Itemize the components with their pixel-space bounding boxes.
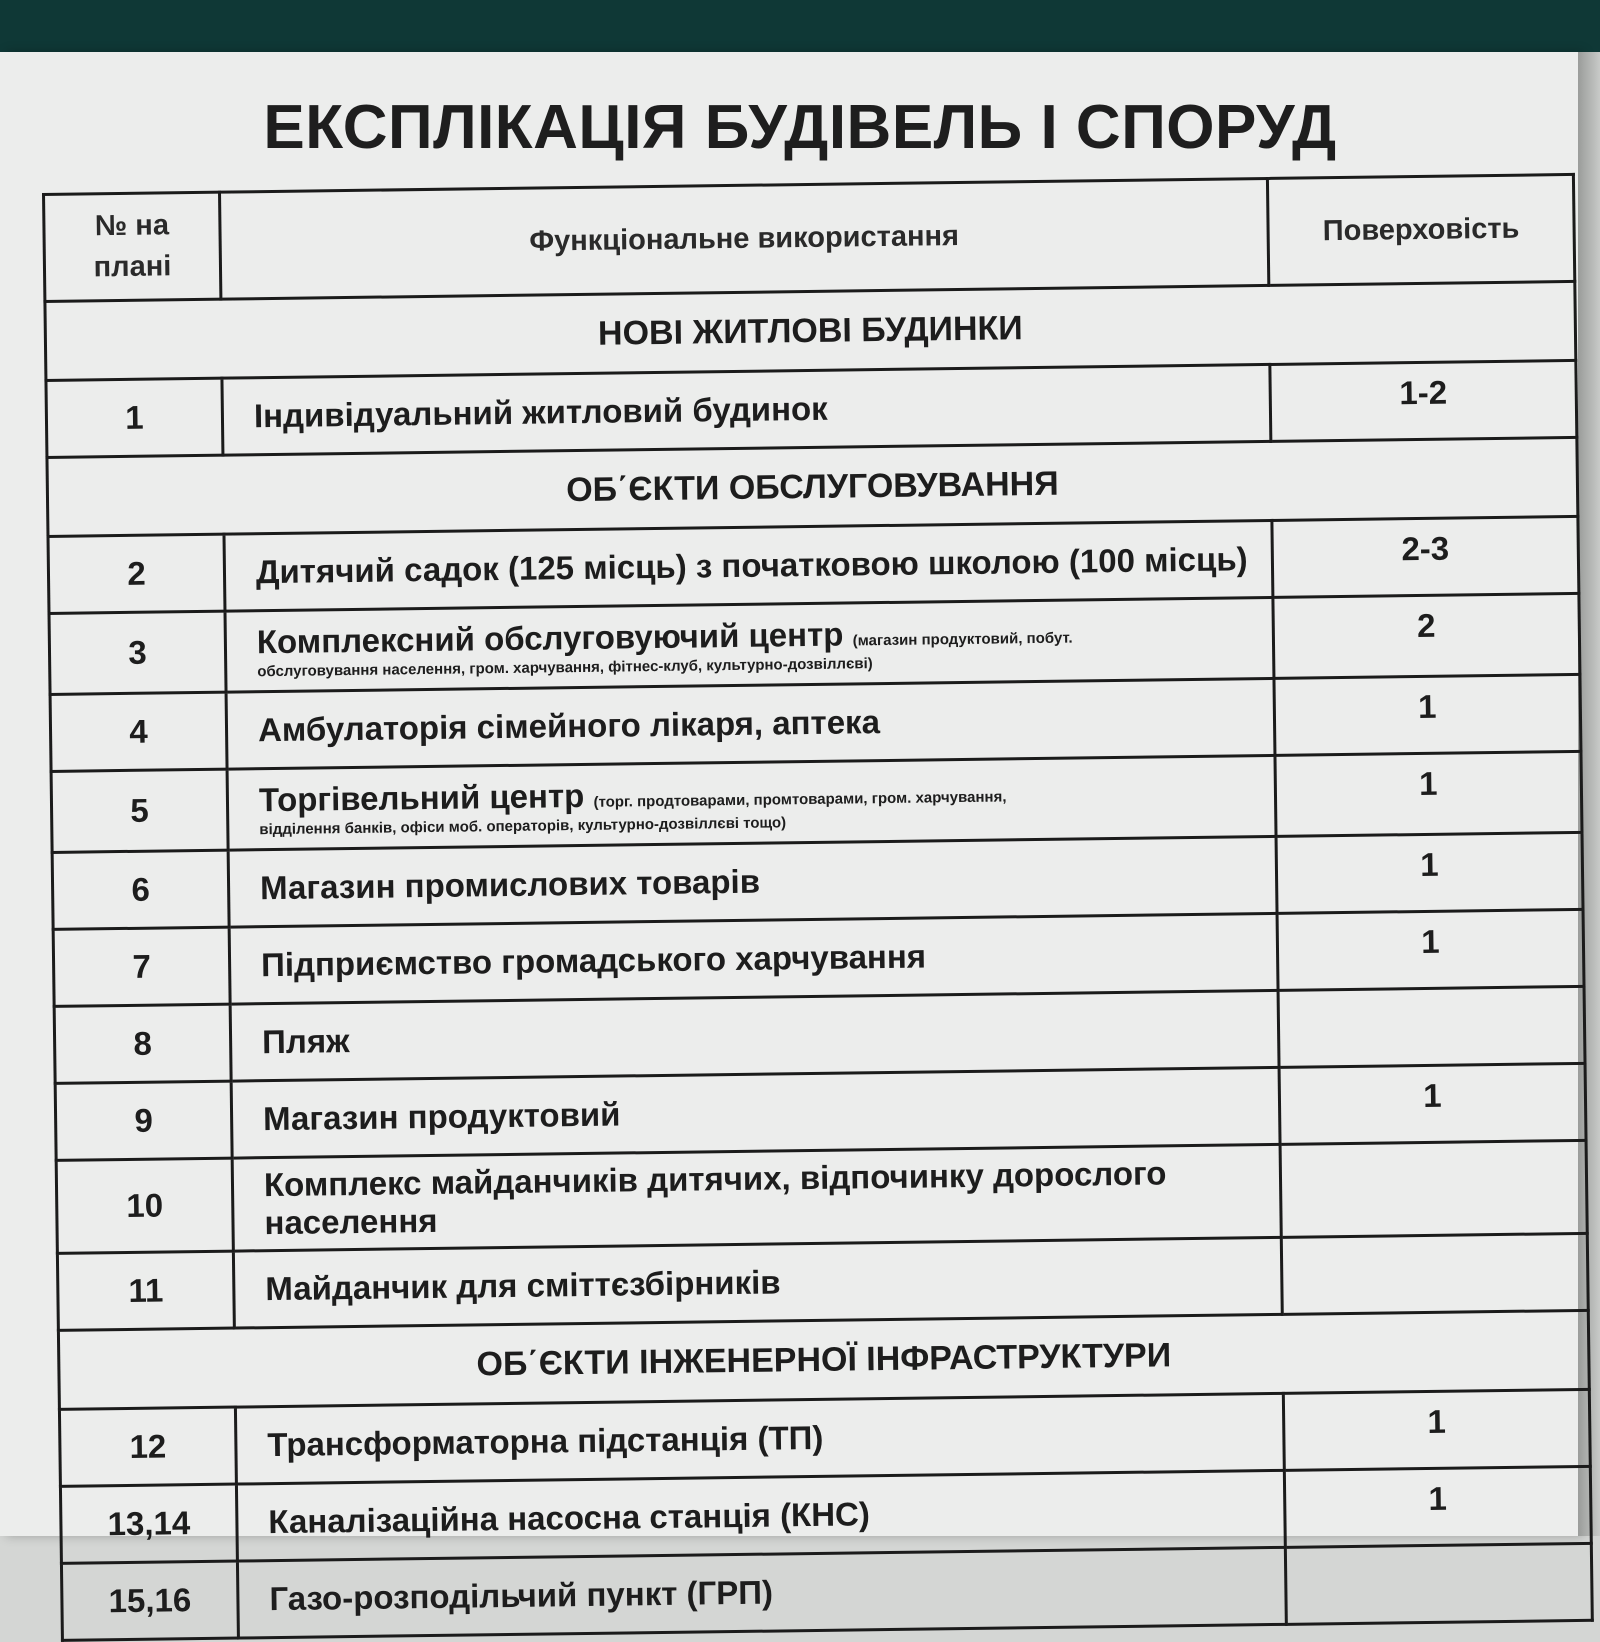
row-use: Майданчик для сміттєзбірників — [233, 1237, 1282, 1328]
row-number: 9 — [55, 1081, 232, 1160]
row-use: Амбулаторія сімейного лікаря, аптека — [226, 678, 1275, 769]
row-use-note-continued: відділення банків, офіси моб. операторів, культурно-дозвіллєві тощо) — [259, 813, 787, 838]
row-number: 7 — [53, 927, 230, 1006]
header-plan-number — [44, 192, 221, 301]
header-plan-number-line2: плані — [93, 250, 172, 284]
table-header-row — [44, 174, 1575, 301]
row-use: Підприємство громадського харчування — [229, 913, 1278, 1004]
row-floors: 1 — [1283, 1389, 1590, 1470]
row-floors: 1 — [1284, 1466, 1591, 1547]
row-use: Трансформаторна підстанція (ТП) — [235, 1393, 1284, 1484]
header-functional-use: Функціональне використання — [220, 178, 1269, 299]
row-number: 1 — [46, 378, 223, 457]
row-use: Каналізаційна насосна станція (КНС) — [236, 1470, 1285, 1561]
row-number: 4 — [50, 692, 227, 771]
row-floors: 1 — [1276, 832, 1583, 913]
row-number: 10 — [56, 1158, 233, 1253]
row-number: 13,14 — [60, 1484, 237, 1563]
row-use: Індивідуальний житловий будинок — [222, 364, 1271, 455]
section-title-services: ОБ΄ЄКТИ ОБСЛУГОВУВАННЯ — [47, 437, 1578, 536]
section-title-residential: НОВІ ЖИТЛОВІ БУДИНКИ — [45, 281, 1576, 380]
row-use-note: (торг. продтоварами, промтоварами, гром. харчування, — [593, 787, 1007, 811]
header-floors: Поверховість — [1267, 174, 1574, 285]
row-number: 3 — [49, 611, 226, 694]
section-title-infrastructure: ОБ΄ЄКТИ ІНЖЕНЕРНОЇ ІНФРАСТРУКТУРИ — [58, 1310, 1589, 1409]
row-use: Дитячий садок (125 місць) з початковою школою (100 місць) — [224, 520, 1273, 611]
row-number: 12 — [59, 1407, 236, 1486]
row-use-note: (магазин продуктовий, побут. — [852, 629, 1073, 649]
row-number: 5 — [51, 769, 228, 852]
row-floors: 1-2 — [1270, 360, 1577, 441]
row-number: 8 — [54, 1004, 231, 1083]
row-floors — [1280, 1140, 1587, 1237]
row-floors — [1285, 1543, 1592, 1624]
row-floors: 1 — [1274, 674, 1581, 755]
row-number: 15,16 — [61, 1561, 238, 1640]
row-use: Комплекс майданчиків дитячих, відпочинку дорослого населення — [232, 1144, 1281, 1251]
top-bar — [0, 0, 1600, 52]
row-floors — [1281, 1233, 1588, 1314]
row-number: 2 — [48, 534, 225, 613]
document-title: ЕКСПЛІКАЦІЯ БУДІВЕЛЬ І СПОРУД — [263, 93, 1337, 162]
row-use-cell — [225, 597, 1274, 692]
row-floors: 1 — [1275, 751, 1582, 836]
explication-table — [42, 173, 1594, 1642]
row-floors: 1 — [1277, 909, 1584, 990]
row-floors: 1 — [1279, 1063, 1586, 1144]
header-plan-number-line1: № на — [94, 209, 170, 243]
row-use-cell — [227, 755, 1276, 850]
row-use-note-continued: обслуговування населення, гром. харчування, фітнес-клуб, культурно-дозвіллєві) — [257, 654, 873, 680]
row-use: Магазин продуктовий — [231, 1067, 1280, 1158]
row-floors: 2 — [1273, 593, 1580, 678]
row-use: Газо-розподільчий пункт (ГРП) — [237, 1547, 1286, 1638]
row-use: Комплексний обслуговуючий центр — [256, 615, 844, 660]
row-floors — [1278, 986, 1585, 1067]
explication-table-wrapper — [42, 173, 1591, 1642]
row-floors: 2-3 — [1272, 516, 1579, 597]
row-use: Торгівельний центр — [258, 776, 585, 818]
row-use: Магазин промислових товарів — [228, 836, 1277, 927]
row-number: 11 — [57, 1251, 234, 1330]
row-number: 6 — [52, 850, 229, 929]
row-use: Пляж — [230, 990, 1279, 1081]
